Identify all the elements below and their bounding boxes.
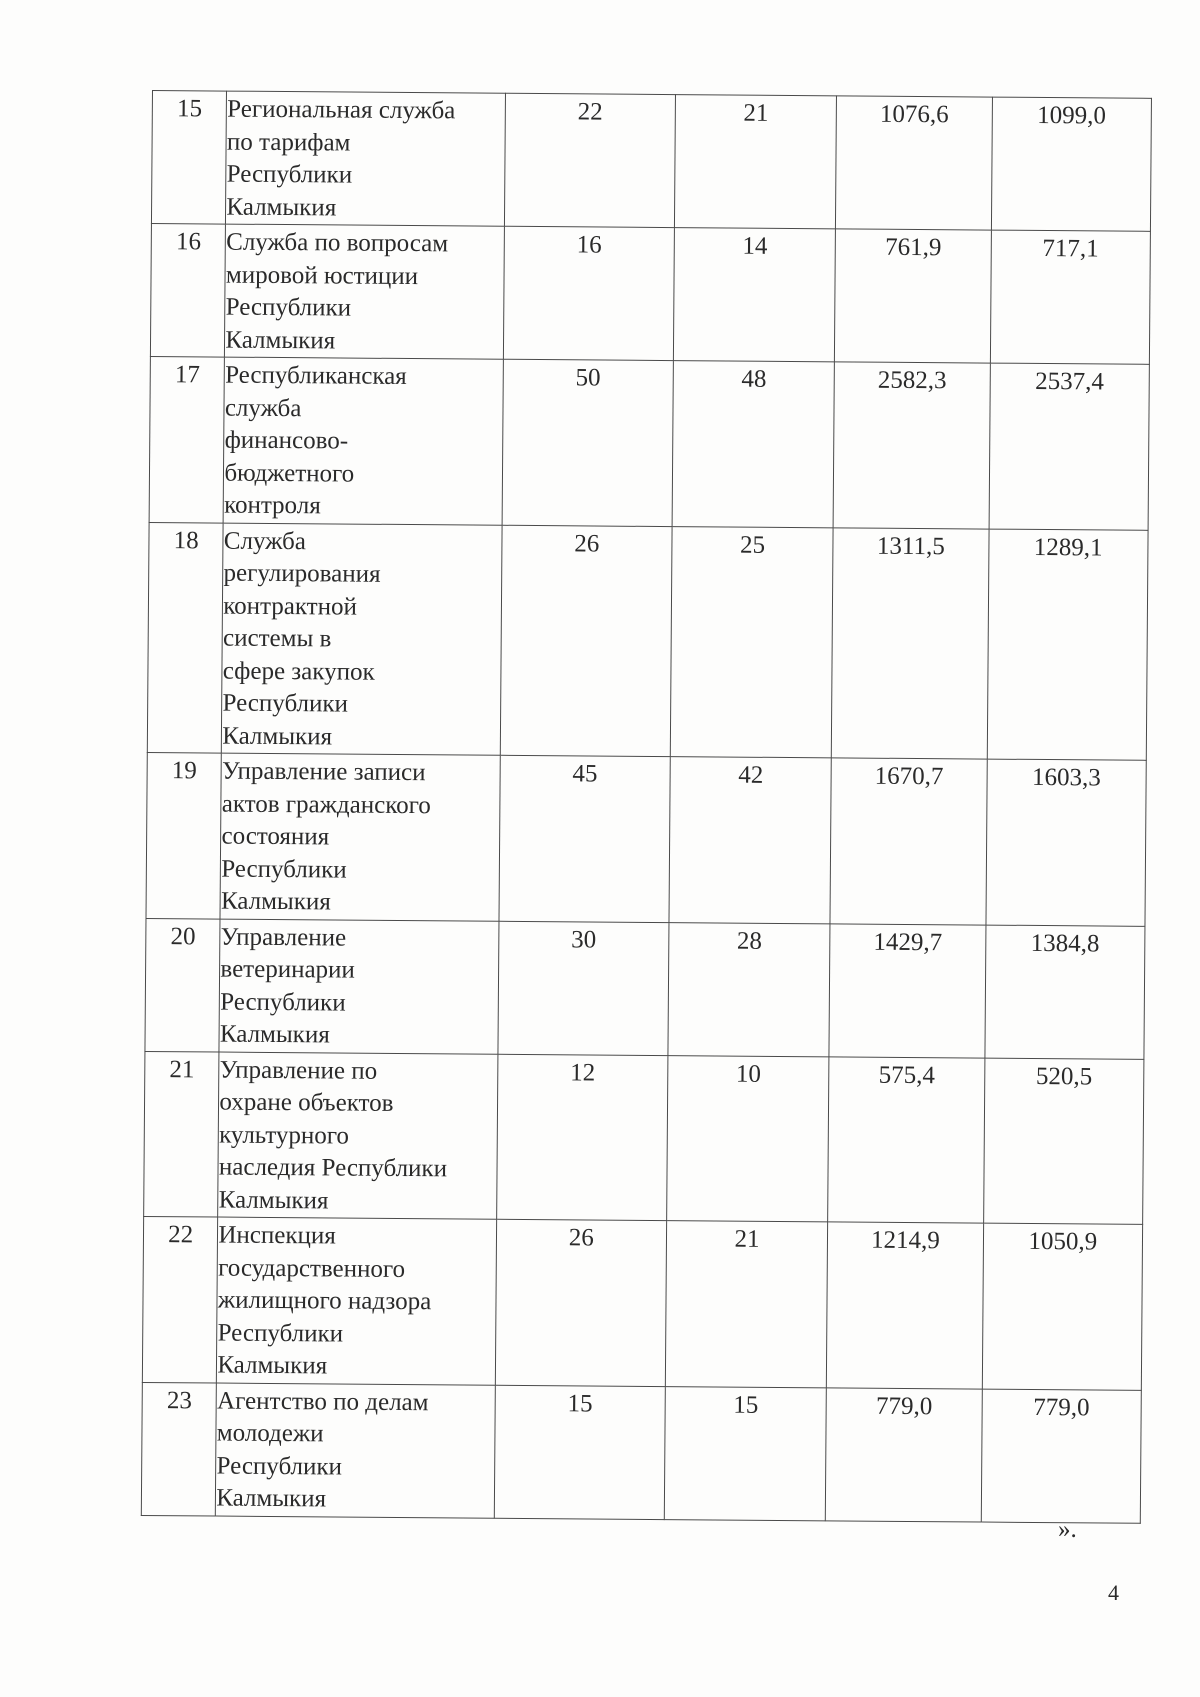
value-cell-3: 1670,7 bbox=[830, 758, 986, 925]
value-cell-2: 14 bbox=[673, 228, 836, 362]
data-table bbox=[141, 90, 1152, 1523]
value-cell-3: 779,0 bbox=[826, 1387, 982, 1521]
organization-name: Управление по охране объектов культурного наследия Республики Калмыкия bbox=[218, 1056, 448, 1214]
value-cell-3: 1214,9 bbox=[827, 1222, 983, 1389]
organization-name-cell bbox=[217, 1217, 497, 1385]
organization-name-cell bbox=[216, 1383, 495, 1518]
table-row bbox=[149, 356, 1149, 529]
organization-name-cell bbox=[218, 1052, 498, 1220]
value-cell-4: 1384,8 bbox=[984, 925, 1144, 1059]
table-row bbox=[151, 91, 1151, 232]
value-cell-1: 26 bbox=[500, 525, 672, 757]
table-row bbox=[145, 918, 1145, 1059]
value-cell-2: 15 bbox=[664, 1386, 827, 1520]
table-body bbox=[141, 91, 1151, 1523]
row-number-cell: 23 bbox=[141, 1382, 216, 1516]
value-cell-4: 1603,3 bbox=[986, 759, 1147, 926]
value-cell-3: 2582,3 bbox=[833, 362, 989, 529]
row-number-cell: 20 bbox=[145, 918, 220, 1052]
value-cell-1: 15 bbox=[494, 1385, 665, 1519]
value-cell-1: 45 bbox=[499, 755, 670, 922]
organization-name: Управление записи актов гражданского состояния Республики Калмыкия bbox=[220, 757, 431, 916]
row-number-cell: 19 bbox=[146, 752, 222, 918]
value-cell-2: 21 bbox=[674, 95, 837, 229]
table-row bbox=[147, 522, 1148, 760]
value-cell-2: 21 bbox=[665, 1221, 828, 1388]
value-cell-2: 25 bbox=[670, 526, 833, 758]
organization-name: Инспекция государственного жилищного надзора Республики Калмыкия bbox=[217, 1221, 432, 1380]
table-row bbox=[142, 1216, 1142, 1389]
value-cell-4: 2537,4 bbox=[989, 363, 1150, 530]
value-cell-2: 42 bbox=[669, 757, 832, 924]
organization-name-cell bbox=[222, 523, 502, 756]
row-number-cell: 21 bbox=[144, 1051, 220, 1217]
value-cell-4: 779,0 bbox=[981, 1389, 1141, 1523]
value-cell-3: 575,4 bbox=[828, 1056, 984, 1223]
organization-name-cell bbox=[226, 91, 505, 226]
table-row bbox=[146, 752, 1146, 925]
row-number-cell: 16 bbox=[150, 223, 225, 357]
value-cell-1: 12 bbox=[496, 1054, 667, 1221]
value-cell-4: 717,1 bbox=[990, 230, 1150, 364]
organization-name-cell bbox=[225, 224, 504, 359]
value-cell-4: 1050,9 bbox=[982, 1223, 1143, 1390]
value-cell-3: 761,9 bbox=[835, 229, 991, 363]
value-cell-2: 48 bbox=[672, 361, 835, 528]
value-cell-2: 28 bbox=[668, 922, 831, 1056]
value-cell-1: 30 bbox=[498, 921, 669, 1055]
value-cell-1: 26 bbox=[495, 1219, 666, 1386]
organization-name-cell bbox=[219, 919, 498, 1054]
organization-name: Республиканская служба финансово- бюджетного контроля bbox=[224, 361, 407, 520]
organization-name: Агентство по делам молодежи Республики Калмыкия bbox=[216, 1387, 429, 1513]
value-cell-3: 1429,7 bbox=[829, 923, 985, 1057]
row-number-cell: 15 bbox=[151, 91, 226, 225]
value-cell-4: 1099,0 bbox=[991, 97, 1151, 231]
value-cell-2: 10 bbox=[666, 1055, 829, 1222]
row-number-cell: 17 bbox=[149, 356, 225, 522]
value-cell-1: 50 bbox=[502, 359, 673, 526]
table-row bbox=[150, 223, 1150, 364]
value-cell-3: 1311,5 bbox=[832, 527, 989, 759]
value-cell-3: 1076,6 bbox=[836, 96, 992, 230]
page-number: 4 bbox=[1108, 1580, 1119, 1605]
closing-quote: ». bbox=[1058, 1516, 1077, 1543]
value-cell-1: 16 bbox=[503, 226, 674, 360]
organization-name: Служба по вопросам мировой юстиции Республики Калмыкия bbox=[225, 228, 449, 354]
organization-name-cell bbox=[220, 753, 500, 921]
value-cell-4: 520,5 bbox=[983, 1058, 1144, 1225]
organization-name: Управление ветеринарии Республики Калмыкия bbox=[219, 923, 355, 1049]
table-row bbox=[144, 1051, 1144, 1224]
organization-name: Региональная служба по тарифам Республики Калмыкия bbox=[226, 95, 456, 221]
organization-name: Служба регулирования контрактной системы в сфере закупок Республики Калмыкия bbox=[222, 527, 381, 750]
value-cell-4: 1289,1 bbox=[987, 529, 1148, 761]
value-cell-1: 22 bbox=[504, 93, 675, 227]
row-number-cell: 18 bbox=[147, 522, 223, 753]
row-number-cell: 22 bbox=[142, 1216, 218, 1382]
organization-name-cell bbox=[223, 357, 503, 525]
table-row bbox=[141, 1382, 1141, 1523]
